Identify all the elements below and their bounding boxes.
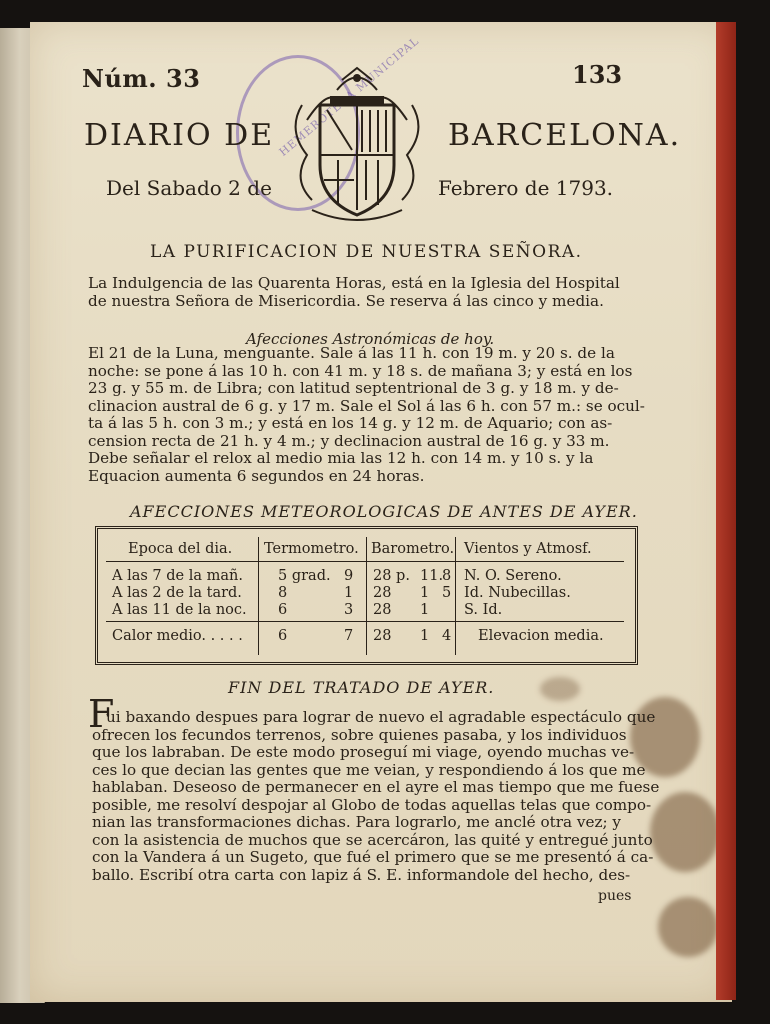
table-cell: 6 <box>278 628 288 644</box>
table-cell: A las 2 de la tard. <box>112 585 242 601</box>
table-cell: 5 grad. <box>278 568 331 584</box>
text-line: nian las transformaciones dichas. Para lograrlo, me anclé otra vez; y <box>92 813 621 831</box>
weather-table <box>95 526 638 665</box>
story-heading: FIN DEL TRATADO DE AYER. <box>228 678 495 697</box>
table-cell: A las 7 de la mañ. <box>112 568 243 584</box>
stain <box>658 897 718 957</box>
text-line: ui baxando despues para lograr de nuevo el agradable espectáculo que <box>106 708 656 726</box>
column-rule <box>455 537 456 655</box>
text-line: con la asistencia de muchos que se acercáron, las quité y entregué junto <box>92 830 653 849</box>
column-rule <box>366 537 367 655</box>
drop-cap: F <box>88 692 115 736</box>
table-cell: Elevacion media. <box>478 628 604 644</box>
coat-of-arms-icon <box>282 60 432 224</box>
table-cell: N. O. Sereno. <box>464 568 562 584</box>
table-cell: A las 11 de la noc. <box>112 602 247 618</box>
table-cell: 5 <box>442 585 452 601</box>
table-cell: 4 <box>442 628 452 644</box>
text-line: de nuestra Señora de Misericordia. Se reserva á las cinco y media. <box>88 291 604 310</box>
text-line: ofrecen los fecundos terrenos, sobre quienes pasaba, y los individuos <box>92 725 627 744</box>
masthead-right: BARCELONA. <box>448 118 682 153</box>
text-line: que los labraban. De este modo proseguí mi viage, oyendo muchas ve- <box>92 743 635 761</box>
date-right: Febrero de 1793. <box>438 176 614 200</box>
text-line: 23 g. y 55 m. de Libra; con latitud septentrional de 3 g. y 18 m. y de- <box>88 379 619 397</box>
table-cell: 9 <box>344 568 354 584</box>
table-header: Termometro. <box>264 541 359 557</box>
text-line: ces lo que decian las gentes que me veian, y respondiendo á los que me <box>92 760 646 779</box>
meteo-heading: AFECCIONES METEOROLOGICAS DE ANTES DE AYER. <box>130 502 638 521</box>
text-line: con la Vandera á un Sugeto, que fué el primero que se me presentó á ca- <box>92 848 654 866</box>
story-paragraph <box>92 708 660 884</box>
feast-heading: LA PURIFICACION DE NUESTRA SEÑORA. <box>150 242 583 262</box>
table-cell: Id. Nubecillas. <box>464 585 571 601</box>
red-page-edge <box>716 22 736 1000</box>
masthead-left: DIARIO DE <box>84 118 275 153</box>
text-line: cension recta de 21 h. y 4 m.; y declinacion austral de 16 g. y 33 m. <box>88 431 610 450</box>
text-line: ta á las 5 h. con 3 m.; y está en los 14 g. y 12 m. de Aquario; con as- <box>88 414 613 432</box>
table-cell: 6 <box>278 602 288 618</box>
text-line: hablaban. Deseoso de permanecer en el ayre el mas tiempo que me fuese <box>92 778 660 796</box>
text-line: posible, me resolví despojar al Globo de todas aquellas telas que compo- <box>92 795 652 814</box>
text-line: noche: se pone á las 10 h. con 41 m. y 18 s. de mañana 3; y está en los <box>88 361 633 380</box>
text-line: clinacion austral de 6 g. y 17 m. Sale el Sol á las 6 h. con 57 m.: se ocul- <box>88 396 645 415</box>
text-line: La Indulgencia de las Quarenta Horas, está en la Iglesia del Hospital <box>88 274 620 292</box>
astro-paragraph <box>88 344 645 485</box>
table-cell: 7 <box>344 628 354 644</box>
table-cell: 11. <box>420 568 444 584</box>
catchword: pues <box>598 888 632 904</box>
table-cell: S. Id. <box>464 602 503 618</box>
table-cell: 8 <box>442 568 452 584</box>
table-cell: 28 <box>373 602 392 618</box>
table-cell: 1 <box>344 585 354 601</box>
issue-number: Núm. 33 <box>82 64 201 93</box>
text-line: Equacion aumenta 6 segundos en 24 horas. <box>88 466 425 485</box>
text-line: ballo. Escribí otra carta con lapiz á S. E. informandole del hecho, des- <box>92 865 631 884</box>
table-cell: 28 <box>373 628 392 644</box>
text-line: El 21 de la Luna, menguante. Sale á las 11 h. con 19 m. y 20 s. de la <box>88 344 615 362</box>
table-cell: 3 <box>344 602 354 618</box>
table-header: Barometro. <box>371 541 455 557</box>
stamp-text: HEMEROTECA MUNICIPAL <box>276 34 422 159</box>
row-rule <box>106 621 624 622</box>
indulgence-paragraph <box>88 275 641 310</box>
page-number: 133 <box>572 60 623 89</box>
text-line: Debe señalar el relox al medio mia las 12 h. con 14 m. y 10 s. y la <box>88 449 594 467</box>
table-cell: 8 <box>278 585 288 601</box>
table-cell: 1 <box>420 628 430 644</box>
table-cell: 28 <box>373 585 392 601</box>
table-cell: 28 p. <box>373 568 410 584</box>
table-cell: 1 <box>420 585 430 601</box>
column-rule <box>258 537 259 655</box>
stain <box>650 792 720 872</box>
table-cell: Calor medio. . . . . <box>112 628 243 644</box>
table-header: Epoca del dia. <box>128 541 233 557</box>
table-cell: 1 <box>420 602 430 618</box>
table-header: Vientos y Atmosf. <box>464 541 592 557</box>
astro-heading: Afecciones Astronómicas de hoy. <box>246 330 495 348</box>
row-rule <box>106 561 624 562</box>
stain <box>540 677 580 701</box>
date-left: Del Sabado 2 de <box>106 176 272 200</box>
